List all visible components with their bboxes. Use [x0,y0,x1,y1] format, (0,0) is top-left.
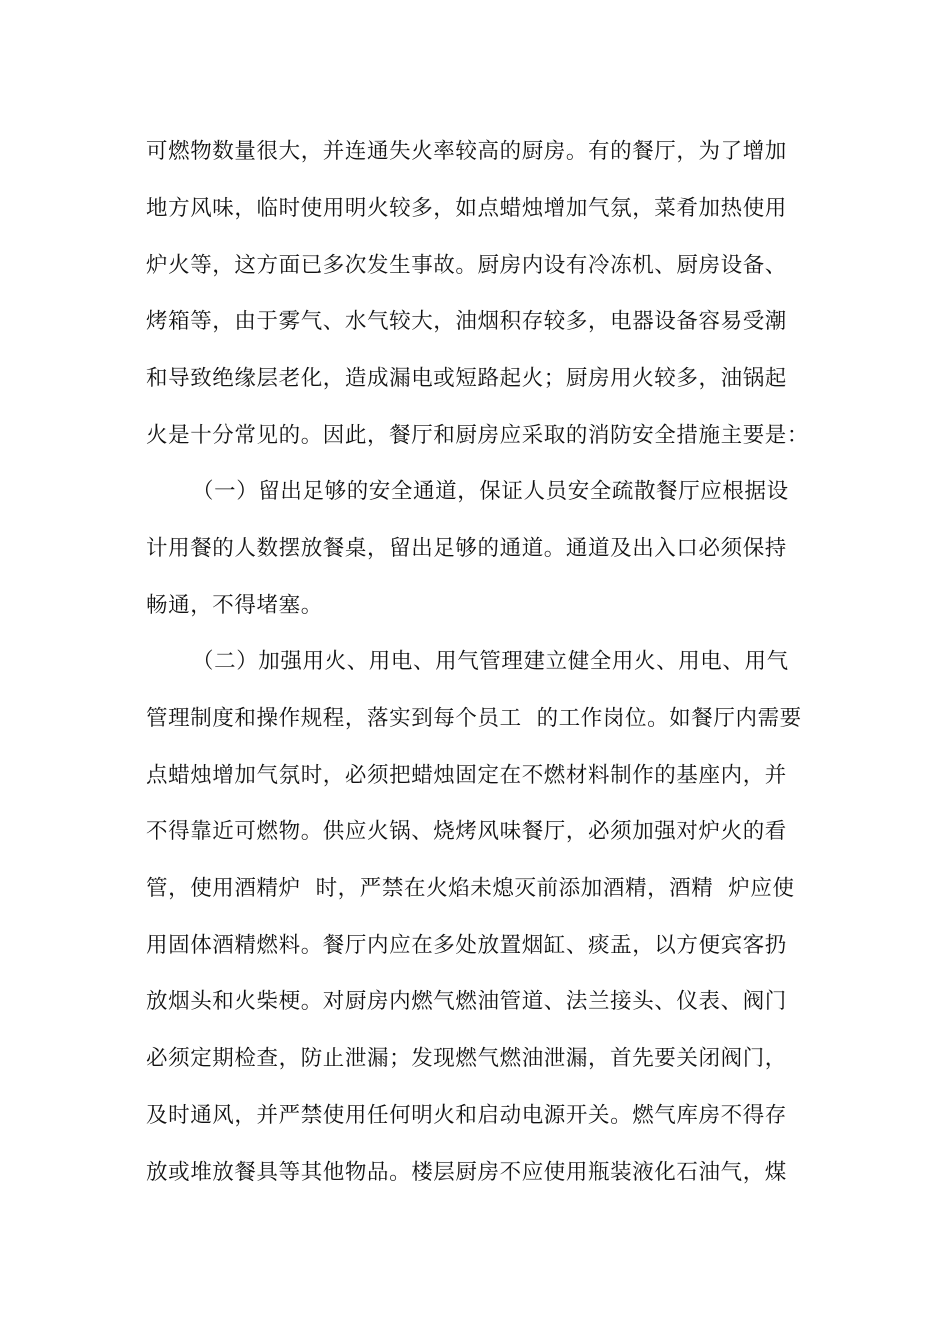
text-line-3: 炉火等，这方面已多次发生事故。厨房内设有冷冻机、厨房设备、 [146,253,787,278]
text-line-1: 可燃物数量很大，并连通失火率较高的厨房。有的餐厅，为了增加 [146,139,787,164]
text-line-17: 必须定期检查，防止泄漏；发现燃气燃油泄漏，首先要关闭阀门， [146,1046,787,1071]
text-line-14: 管，使用酒精炉 时，严禁在火焰未熄灭前添加酒精，酒精 炉应使 [146,876,795,901]
text-line-12: 点蜡烛增加气氛时，必须把蜡烛固定在不燃材料制作的基座内，并 [146,763,787,788]
paragraph-1-start: （一）留出足够的安全通道，保证人员安全疏散餐厅应根据设 [192,479,789,504]
text-line-16: 放烟头和火柴梗。对厨房内燃气燃油管道、法兰接头、仪表、阀门 [146,989,787,1014]
text-line-4: 烤箱等，由于雾气、水气较大，油烟积存较多，电器设备容易受潮 [146,309,787,334]
text-line-11: 管理制度和操作规程，落实到每个员工 的工作岗位。如餐厅内需要 [146,706,802,731]
text-line-13: 不得靠近可燃物。供应火锅、烧烤风味餐厅，必须加强对炉火的看 [146,819,787,844]
text-line-19: 放或堆放餐具等其他物品。楼层厨房不应使用瓶装液化石油气，煤 [146,1160,787,1185]
text-line-6: 火是十分常见的。因此，餐厅和厨房应采取的消防安全措施主要是： [146,423,810,448]
paragraph-2-start: （二）加强用火、用电、用气管理建立健全用火、用电、用气 [192,649,789,674]
text-line-18: 及时通风，并严禁使用任何明火和启动电源开关。燃气库房不得存 [146,1103,787,1128]
text-line-8: 计用餐的人数摆放餐桌，留出足够的通道。通道及出入口必须保持 [146,536,787,561]
text-line-5: 和导致绝缘层老化，造成漏电或短路起火；厨房用火较多，油锅起 [146,366,787,391]
text-line-2: 地方风味，临时使用明火较多，如点蜡烛增加气氛，菜肴加热使用 [146,196,787,221]
text-line-15: 用固体酒精燃料。餐厅内应在多处放置烟缸、痰盂，以方便宾客扔 [146,933,787,958]
text-line-9: 畅通，不得堵塞。 [146,593,323,618]
